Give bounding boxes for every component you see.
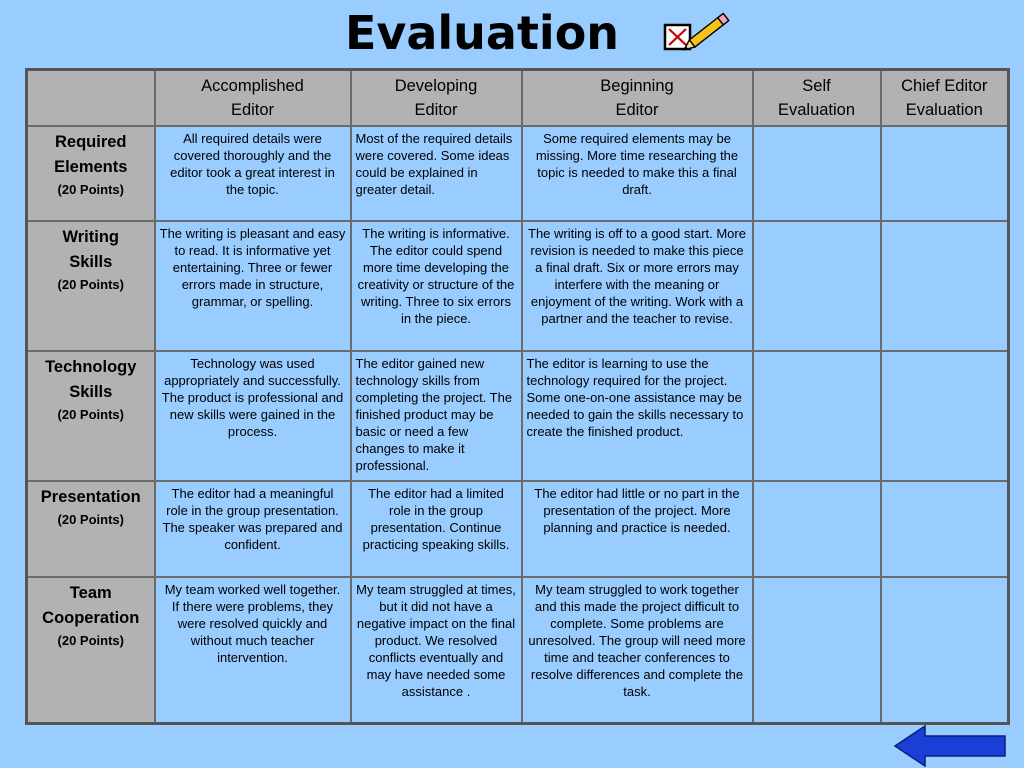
cell-developing: My team struggled at times, but it did not have a negative impact on the final product. We resolved conflicts eventually and may have needed some assistance . <box>351 577 522 723</box>
cell-developing: Most of the required details were covered. Some ideas could be explained in greater detail. <box>351 126 522 221</box>
table-row <box>27 126 1009 221</box>
table-row <box>27 577 1009 723</box>
cell-accomplished: Technology was used appropriately and successfully. The product is professional and new skills were gained in the process. <box>155 351 351 481</box>
cell-chief-editor-evaluation[interactable] <box>881 126 1009 221</box>
cell-chief-editor-evaluation[interactable] <box>881 481 1009 577</box>
back-arrow-icon[interactable] <box>893 724 1007 768</box>
table-row <box>27 221 1009 351</box>
header-row <box>27 70 1009 127</box>
cell-beginning: The editor had little or no part in the presentation of the project. More planning and practice is needed. <box>522 481 753 577</box>
cell-accomplished: All required details were covered thoroughly and the editor took a great interest in the topic. <box>155 126 351 221</box>
evaluation-rubric-table <box>25 68 1010 725</box>
cell-chief-editor-evaluation[interactable] <box>881 351 1009 481</box>
row-header-writing-skills: Writing Skills (20 Points) <box>27 221 155 351</box>
cell-chief-editor-evaluation[interactable] <box>881 221 1009 351</box>
cell-beginning: The editor is learning to use the technology required for the project. Some one-on-one assistance may be needed to gain the skills necessary to create the finished product. <box>522 351 753 481</box>
column-header-accomplished: Accomplished Editor <box>155 70 351 127</box>
column-header-beginning: Beginning Editor <box>522 70 753 127</box>
cell-accomplished: My team worked well together. If there were problems, they were resolved quickly and without much teacher intervention. <box>155 577 351 723</box>
row-header-team-cooperation: Team Cooperation (20 Points) <box>27 577 155 723</box>
row-header-presentation: Presentation (20 Points) <box>27 481 155 577</box>
row-header-technology-skills: Technology Skills (20 Points) <box>27 351 155 481</box>
cell-beginning: My team struggled to work together and this made the project difficult to complete. Some problems are unresolved. The group will need more time and teacher conferences to resolve differences and complete the task. <box>522 577 753 723</box>
cell-accomplished: The writing is pleasant and easy to read. It is informative yet entertaining. Three or fewer errors made in structure, grammar, or spelling. <box>155 221 351 351</box>
cell-beginning: Some required elements may be missing. More time researching the topic is needed to make this a final draft. <box>522 126 753 221</box>
column-header-self-evaluation: Self Evaluation <box>753 70 881 127</box>
cell-self-evaluation[interactable] <box>753 221 881 351</box>
corner-header-cell <box>27 70 155 127</box>
column-header-chief-editor-evaluation: Chief Editor Evaluation <box>881 70 1009 127</box>
cell-accomplished: The editor had a meaningful role in the group presentation. The speaker was prepared and confident. <box>155 481 351 577</box>
table-row <box>27 351 1009 481</box>
cell-developing: The writing is informative. The editor could spend more time developing the creativity or structure of the writing. Three to six errors in the piece. <box>351 221 522 351</box>
cell-beginning: The writing is off to a good start. More revision is needed to make this piece a final draft. Six or more errors may interfere with the meaning or enjoyment of the writing. Work with a partner and the teacher to revise. <box>522 221 753 351</box>
table-row <box>27 481 1009 577</box>
cell-self-evaluation[interactable] <box>753 481 881 577</box>
column-header-developing: Developing Editor <box>351 70 522 127</box>
cell-self-evaluation[interactable] <box>753 126 881 221</box>
checkbox-pencil-icon <box>662 8 736 54</box>
cell-self-evaluation[interactable] <box>753 577 881 723</box>
cell-chief-editor-evaluation[interactable] <box>881 577 1009 723</box>
cell-developing: The editor gained new technology skills from completing the project. The finished product may be basic or need a few changes to make it professional. <box>351 351 522 481</box>
row-header-required-elements: Required Elements (20 Points) <box>27 126 155 221</box>
cell-developing: The editor had a limited role in the group presentation. Continue practicing speaking skills. <box>351 481 522 577</box>
cell-self-evaluation[interactable] <box>753 351 881 481</box>
page-title: Evaluation <box>344 6 620 60</box>
